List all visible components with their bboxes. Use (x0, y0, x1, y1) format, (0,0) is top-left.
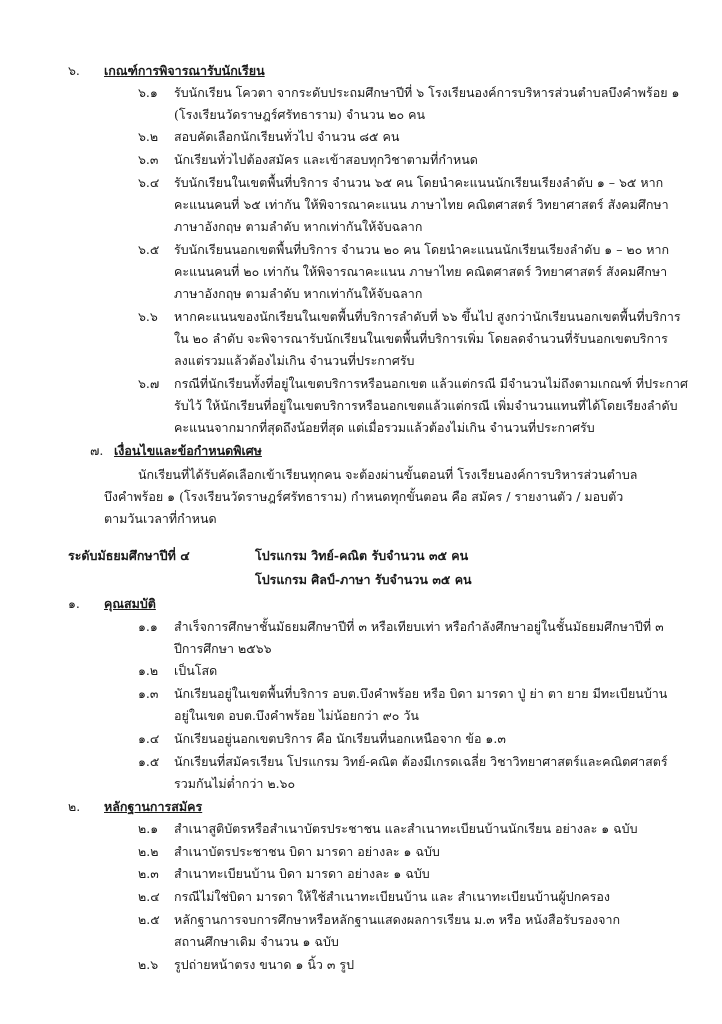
item-1-2-line-1: เป็นโสด (174, 663, 218, 678)
item-1-5-number: ๑.๕ (138, 754, 160, 769)
item-6-7-number: ๖.๗ (138, 376, 160, 391)
qualifications-number: ๑. (68, 596, 80, 611)
item-6-7-line-3: คะแนนจากมากที่สุดถึงน้อยที่สุด แต่เมื่อรวมแล้วต้องไม่เกิน จำนวนที่ประกาศรับ (174, 420, 595, 435)
item-1-2-number: ๑.๒ (138, 663, 159, 678)
item-2-5-line-1: หลักฐานการจบการศึกษาหรือหลักฐานแสดงผลการเรียน ม.๓ หรือ หนังสือรับรองจาก (174, 912, 621, 927)
item-1-3-line-1: นักเรียนอยู่ในเขตพื้นที่บริการ อบต.บึงคำพร้อย หรือ บิดา มารดา ปู่ ย่า ตา ยาย มีทะเบียนบ้าน (174, 686, 668, 701)
item-1-1-line-1: สำเร็จการศึกษาชั้นมัธยมศึกษาปีที่ ๓ หรือเทียบเท่า หรือกำลังศึกษาอยู่ในชั้นมัธยมศึกษาปีที่ ๓ (174, 619, 664, 634)
documents-title: หลักฐานการสมัคร (104, 799, 203, 814)
item-6-6-line-3: ลงแต่รวมแล้วต้องไม่เกิน จำนวนที่ประกาศรับ (174, 353, 415, 368)
item-6-1-line-2: (โรงเรียนวัดราษฎร์ศรัทธาราม) จำนวน ๒๐ คน (174, 107, 426, 122)
item-2-4-number: ๒.๔ (138, 889, 160, 904)
program-arts-language: โปรแกรม ศิลป์-ภาษา รับจำนวน ๓๕ คน (255, 572, 472, 587)
section-7-line-1: นักเรียนที่ได้รับคัดเลือกเข้าเรียนทุกคน จะต้องผ่านขั้นตอนที่ โรงเรียนองค์การบริหารส่วนตำบล (138, 467, 638, 482)
item-6-5-line-3: ภาษาอังกฤษ ตามลำดับ หากเท่ากันให้จับฉลาก (174, 286, 423, 301)
item-6-2-line-1: สอบคัดเลือกนักเรียนทั่วไป จำนวน ๘๕ คน (174, 129, 400, 144)
item-6-5-line-2: คะแนนคนที่ ๒๐ เท่ากัน ให้พิจารณาคะแนน ภาษาไทย คณิตศาสตร์ วิทยาศาสตร์ สังคมศึกษา (174, 264, 668, 279)
item-1-1-number: ๑.๑ (138, 619, 158, 634)
item-6-3-number: ๖.๓ (138, 152, 159, 167)
item-2-5-number: ๒.๕ (138, 912, 160, 927)
item-6-7-line-1: กรณีที่นักเรียนทั้งที่อยู่ในเขตบริการหรือนอกเขต แล้วแต่กรณี มีจำนวนไม่ถึงตามเกณฑ์ ที่ประกาศ (174, 376, 688, 391)
item-6-3-line-1: นักเรียนทั่วไปต้องสมัคร และเข้าสอบทุกวิชาตามที่กำหนด (174, 152, 478, 167)
section-6-title: เกณฑ์การพิจารณารับนักเรียน (104, 63, 265, 78)
item-1-3-line-2: อยู่ในเขต อบต.บึงคำพร้อย ไม่น้อยกว่า ๙๐ วัน (174, 708, 419, 723)
item-6-6-line-1: หากคะแนนของนักเรียนในเขตพื้นที่บริการลำดับที่ ๖๖ ขึ้นไป สูงกว่านักเรียนนอกเขตพื้นที่บริการ (174, 309, 681, 324)
item-6-7-line-2: รับไว้ ให้นักเรียนที่อยู่ในเขตบริการหรือนอกเขตแล้วแต่กรณี เพิ่มจำนวนแทนที่ได้โดยเรียงลำดับ (174, 398, 678, 413)
item-2-4-line-1: กรณีไม่ใช่บิดา มารดา ให้ใช้สำเนาทะเบียนบ้าน และ สำเนาทะเบียนบ้านผู้ปกครอง (174, 889, 610, 904)
item-6-5-number: ๖.๕ (138, 242, 160, 257)
item-1-4-line-1: นักเรียนอยู่นอกเขตบริการ คือ นักเรียนที่นอกเหนือจาก ข้อ ๑.๓ (174, 731, 506, 746)
item-6-4-number: ๖.๔ (138, 175, 160, 190)
item-6-2-number: ๖.๒ (138, 129, 159, 144)
section-7-line-2: บึงคำพร้อย ๑ (โรงเรียนวัดราษฎร์ศรัทธาราม) กำหนดทุกขั้นตอน คือ สมัคร / รายงานตัว / มอบตัว (104, 489, 624, 504)
item-2-3-line-1: สำเนาทะเบียนบ้าน บิดา มารดา อย่างละ ๑ ฉบับ (174, 866, 430, 881)
item-2-6-number: ๒.๖ (138, 957, 159, 972)
item-1-5-line-1: นักเรียนที่สมัครเรียน โปรแกรม วิทย์-คณิต ต้องมีเกรดเฉลี่ย วิชาวิทยาศาสตร์และคณิตศาสตร์ (174, 754, 668, 769)
item-6-1-number: ๖.๑ (138, 85, 158, 100)
item-1-3-number: ๑.๓ (138, 686, 159, 701)
documents-number: ๒. (68, 799, 81, 814)
item-1-1-line-2: ปีการศึกษา ๒๕๖๖ (174, 641, 272, 656)
item-6-4-line-2: คะแนนคนที่ ๖๕ เท่ากัน ให้พิจารณาคะแนน ภาษาไทย คณิตศาสตร์ วิทยาศาสตร์ สังคมศึกษา (174, 197, 669, 212)
section-6-number: ๖. (68, 63, 80, 78)
item-2-2-number: ๒.๒ (138, 844, 159, 859)
item-6-5-line-1: รับนักเรียนนอกเขตพื้นที่บริการ จำนวน ๒๐ คน โดยนำคะแนนนักเรียนเรียงลำดับ ๑ – ๒๐ หาก (174, 242, 670, 257)
item-6-4-line-1: รับนักเรียนในเขตพื้นที่บริการ จำนวน ๖๕ คน โดยนำคะแนนนักเรียนเรียงลำดับ ๑ – ๖๕ หาก (174, 175, 664, 190)
item-2-6-line-1: รูปถ่ายหน้าตรง ขนาด ๑ นิ้ว ๓ รูป (174, 957, 355, 972)
program-science-math: โปรแกรม วิทย์-คณิต รับจำนวน ๓๕ คน (255, 548, 469, 563)
item-6-1-line-1: รับนักเรียน โควตา จากระดับประถมศึกษาปีที่ ๖ โรงเรียนองค์การบริหารส่วนตำบลบึงคำพร้อย ๑ (174, 85, 680, 100)
section-7-title: เงื่อนไขและข้อกำหนดพิเศษ (114, 443, 262, 458)
item-2-2-line-1: สำเนาบัตรประชาชน บิดา มารดา อย่างละ ๑ ฉบับ (174, 844, 440, 859)
item-2-1-line-1: สำเนาสูติบัตรหรือสำเนาบัตรประชาชน และสำเนาทะเบียนบ้านนักเรียน อย่างละ ๑ ฉบับ (174, 821, 638, 836)
level-heading: ระดับมัธยมศึกษาปีที่ ๔ (68, 548, 190, 563)
section-7-line-3: ตามวันเวลาที่กำหนด (104, 511, 217, 526)
item-2-1-number: ๒.๑ (138, 821, 159, 836)
item-1-5-line-2: รวมกันไม่ต่ำกว่า ๒.๖๐ (174, 776, 296, 791)
item-6-4-line-3: ภาษาอังกฤษ ตามลำดับ หากเท่ากันให้จับฉลาก (174, 219, 423, 234)
item-2-5-line-2: สถานศึกษาเดิม จำนวน ๑ ฉบับ (174, 934, 339, 949)
item-1-4-number: ๑.๔ (138, 731, 160, 746)
qualifications-title: คุณสมบัติ (104, 596, 156, 611)
item-6-6-line-2: ใน ๒๐ ลำดับ จะพิจารณารับนักเรียนในเขตพื้นที่บริการเพิ่ม โดยลดจำนวนที่รับนอกเขตบริการ (174, 331, 668, 346)
item-6-6-number: ๖.๖ (138, 309, 158, 324)
item-2-3-number: ๒.๓ (138, 866, 159, 881)
section-7-number: ๗. (90, 443, 104, 458)
